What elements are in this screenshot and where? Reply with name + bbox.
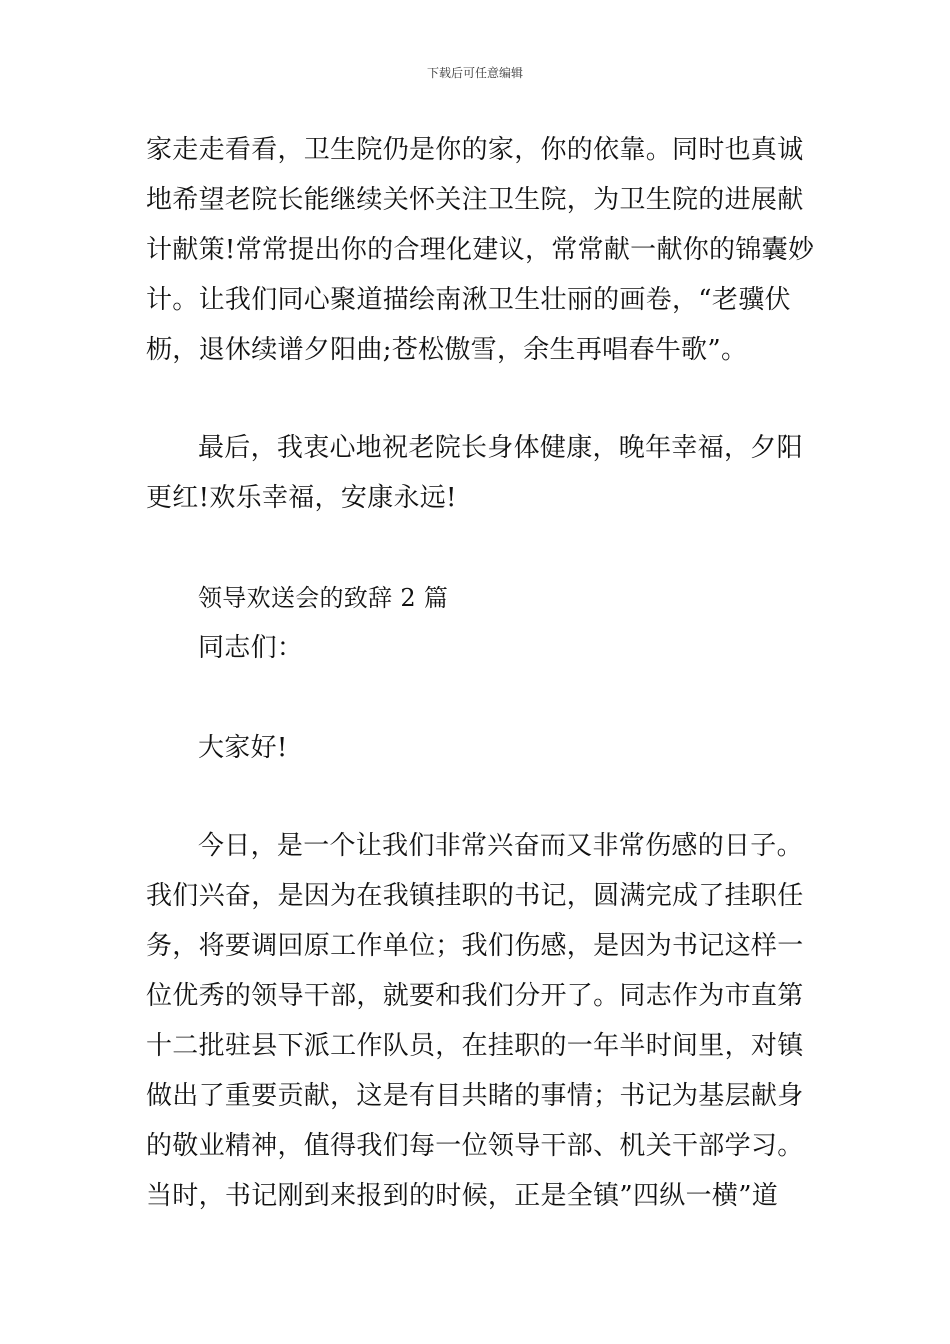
text-line: 计。让我们同心聚道描绘南湫卫生壮丽的画卷，“老骥伏 xyxy=(146,285,791,315)
salutation: 同志们： xyxy=(198,633,304,663)
text-line: 务，将要调回原工作单位；我们伤感，是因为书记这样一 xyxy=(146,931,804,961)
section-title: 领导欢送会的致辞 2 篇 xyxy=(198,584,449,612)
text-line: 位优秀的领导干部，就要和我们分开了。同志作为市直第 xyxy=(146,981,804,1011)
text-line: 当时，书记刚到来报到的时候，正是全镇”四纵一横”道 xyxy=(146,1181,779,1211)
text-line: 今日，是一个让我们非常兴奋而又非常伤感的日子。 xyxy=(198,831,803,861)
text-line: 枥，退休续谱夕阳曲;苍松傲雪，余生再唱春牛歌”。 xyxy=(146,335,748,365)
text-line: 的敬业精神，值得我们每一位领导干部、机关干部学习。 xyxy=(146,1131,804,1161)
text-line: 更红!欢乐幸福，安康永远! xyxy=(146,483,457,513)
text-line: 地希望老院长能继续关怀关注卫生院，为卫生院的进展献 xyxy=(146,185,804,215)
text-line: 做出了重要贡献，这是有目共睹的事情；书记为基层献身 xyxy=(146,1081,804,1111)
text-line: 最后，我衷心地祝老院长身体健康，晚年幸福，夕阳 xyxy=(198,433,803,463)
text-line: 十二批驻县下派工作队员，在挂职的一年半时间里，对镇 xyxy=(146,1031,804,1061)
text-line: 我们兴奋，是因为在我镇挂职的书记，圆满完成了挂职任 xyxy=(146,881,804,911)
greeting: 大家好! xyxy=(198,733,288,763)
page-header: 下载后可任意编辑 xyxy=(426,66,523,80)
text-line: 家走走看看，卫生院仍是你的家，你的依靠。同时也真诚 xyxy=(146,135,804,165)
text-line: 计献策!常常提出你的合理化建议，常常献一献你的锦囊妙 xyxy=(146,235,815,265)
